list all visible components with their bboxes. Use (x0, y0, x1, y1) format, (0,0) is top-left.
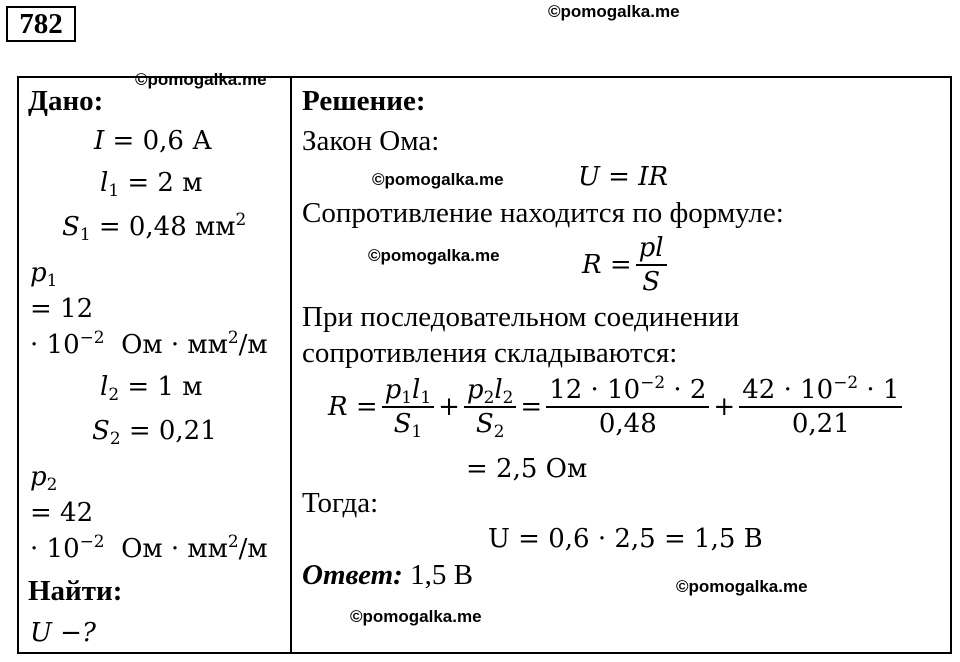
given-resistivity-1: $p_1$ (30, 258, 58, 291)
column-divider (290, 76, 292, 654)
given-resistivity-2: $p_2$ (30, 462, 58, 495)
watermark: ©pomogalka.me (676, 577, 808, 596)
given-resistivity-2-unit: · $10^{-2}$ Ом · $мм^2/м$ (30, 530, 268, 564)
given-resistivity-1-value: = 12 (30, 294, 94, 324)
watermark: ©pomogalka.me (350, 607, 482, 626)
given-length-2: $l_2 = 1$ м (100, 372, 203, 405)
watermark: ©pomogalka.me (372, 170, 504, 189)
given-resistivity-1-unit: · $10^{-2}$ Ом · $мм^2/м$ (30, 326, 268, 360)
series-text-line-1: При последовательном соединении (302, 301, 740, 333)
ohm-law-formula: U = IR (578, 162, 669, 192)
given-title: Дано: (28, 85, 104, 117)
then-label: Тогда: (302, 487, 379, 519)
ohm-law-label: Закон Ома: (302, 125, 440, 157)
watermark: ©pomogalka.me (548, 2, 680, 21)
watermark: ©pomogalka.me (135, 70, 267, 89)
given-area-1: $S_1 = 0,48$ $мм^2$ (62, 208, 247, 245)
solution-title: Решение: (302, 85, 426, 117)
answer: Ответ: 1,5 В (302, 559, 473, 591)
given-resistivity-2-value: = 42 (30, 498, 94, 528)
find-expression: U −? (30, 618, 96, 648)
watermark: ©pomogalka.me (368, 246, 500, 265)
given-current: I = 0,6 А (94, 126, 212, 156)
series-text-line-2: сопротивления складываются: (302, 337, 678, 369)
final-formula: U = 0,6 · 2,5 = 1,5 В (488, 524, 763, 554)
given-length-1: $l_1 = 2$ м (100, 168, 203, 201)
given-area-2: $S_2 = 0,21$ (92, 416, 217, 449)
total-resistance-result: = 2,5 Ом (466, 454, 588, 484)
resistance-text: Сопротивление находится по формуле: (302, 197, 784, 229)
resistance-formula: R = $\frac{pl}{S}$ (580, 232, 669, 298)
total-resistance-formula: R = $\frac{p_1l_1}{S_1}$ + $\frac{p_2l_2}{S_2}$ = $\frac{12 \cdot 10^{-2} \cdot 2}{0,48}$ + $\frac{42 \cdot 10^{-2} \cdot 1}{0,21}$ (326, 374, 904, 440)
problem-number: 782 (6, 6, 76, 42)
find-title: Найти: (28, 575, 123, 607)
